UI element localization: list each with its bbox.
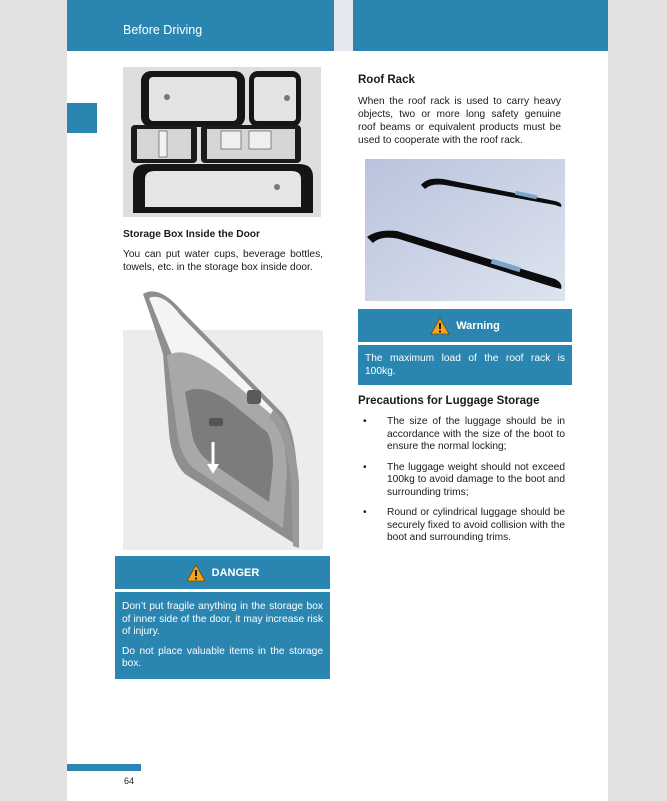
- danger-body: [115, 592, 330, 679]
- storage-heading: Storage Box Inside the Door: [123, 229, 260, 240]
- warning-triangle-icon: [430, 317, 450, 335]
- header-bar-left: [67, 0, 334, 51]
- warning-header: [358, 309, 572, 342]
- bullet-icon: •: [363, 507, 367, 518]
- danger-paragraph: Do not place valuable items in the storage box.: [122, 645, 323, 669]
- roof-rack-image: [365, 159, 565, 301]
- list-item: [363, 416, 565, 454]
- section-title: Before Driving: [123, 23, 203, 37]
- list-item-text: Round or cylindrical luggage should be securely fixed to avoid collision with the boot and surrounding trims.: [387, 507, 565, 543]
- list-item: [363, 462, 565, 500]
- list-item-text: The size of the luggage should be in accordance with the size of the boot to ensure the normal locking;: [387, 416, 565, 452]
- header-bar-right: [353, 0, 608, 51]
- header-gap: [334, 0, 353, 51]
- luggage-precautions-list: [363, 416, 565, 553]
- roof-rack-illustration: [365, 159, 565, 301]
- manual-page: [67, 0, 608, 801]
- door-illustration: [123, 282, 323, 550]
- chapter-tab: [67, 103, 97, 133]
- list-item: [363, 507, 565, 545]
- roof-rack-heading: Roof Rack: [358, 74, 415, 86]
- page-number: 64: [124, 776, 135, 786]
- storage-box-illustration: [123, 67, 321, 217]
- danger-label: DANGER: [211, 566, 260, 579]
- warning-text: The maximum load of the roof rack is 100kg.: [365, 353, 565, 377]
- storage-box-image: [123, 67, 321, 217]
- danger-header: [115, 556, 330, 589]
- warning-triangle-icon: [186, 564, 206, 582]
- danger-paragraph: Don’t put fragile anything in the storage box of inner side of the door, it may increase risk of injury.: [122, 601, 323, 637]
- warning-body: [358, 345, 572, 385]
- luggage-heading: Precautions for Luggage Storage: [358, 395, 540, 407]
- storage-text: You can put water cups, beverage bottles, towels, etc. in the storage box inside door.: [123, 249, 323, 273]
- footer-bar: [67, 764, 141, 771]
- bullet-icon: •: [363, 416, 367, 427]
- bullet-icon: •: [363, 461, 367, 473]
- warning-label: Warning: [456, 319, 500, 332]
- door-image: [123, 282, 323, 550]
- list-item-text: The luggage weight should not exceed 100kg to avoid damage to the boot and surrounding trims;: [387, 461, 565, 498]
- roof-rack-text: When the roof rack is used to carry heavy objects, two or more long safety genuine roof beams or equivalent products must be used to cooperate with the roof rack.: [358, 96, 561, 146]
